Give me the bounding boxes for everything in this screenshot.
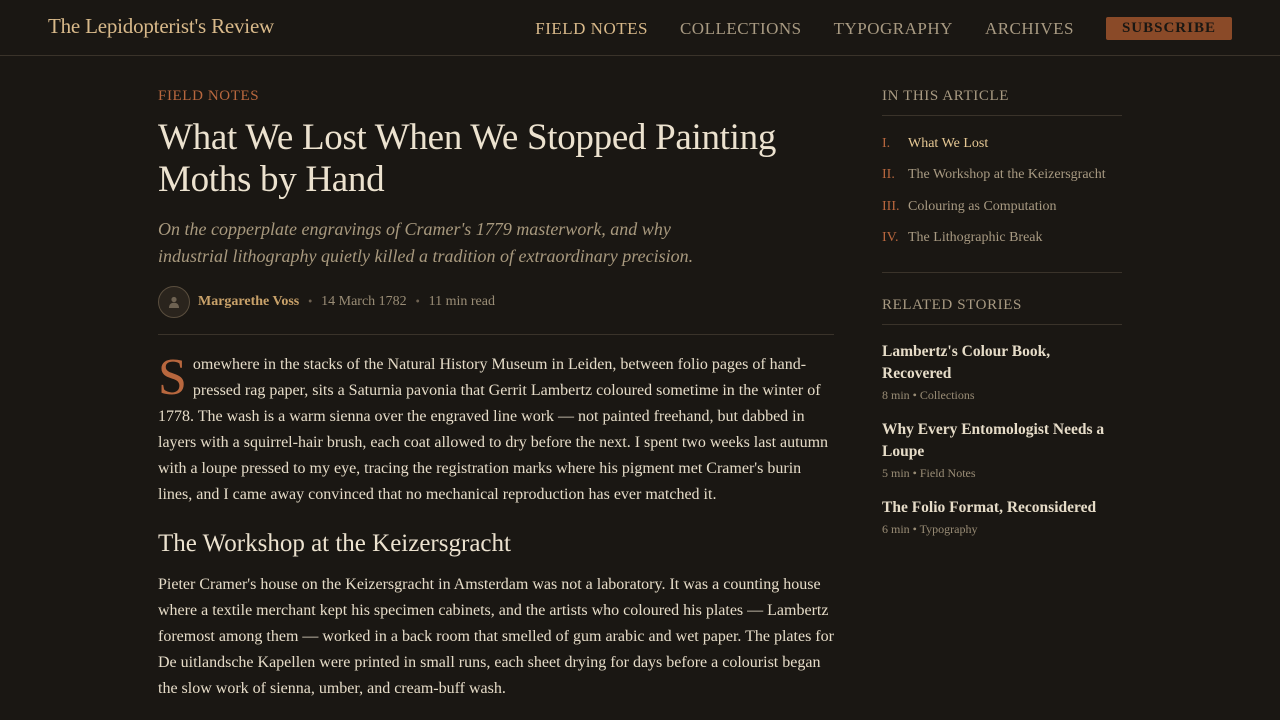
article-dek: On the copperplate engravings of Cramer's 1779 masterwork, and why industrial lithography quietly killed a tradition of extraordinary precision. — [158, 219, 694, 266]
table-of-contents — [882, 128, 1122, 254]
site-logo[interactable]: The Lepidopterist's Review — [48, 14, 275, 38]
toc-label: What We Lost — [908, 135, 989, 151]
toc-number: IV. — [882, 230, 899, 246]
related-story[interactable] — [882, 497, 1122, 537]
author-name[interactable]: Margarethe Voss — [198, 294, 300, 309]
site-header — [0, 0, 1280, 56]
drop-cap: S — [158, 349, 187, 406]
toc-item[interactable] — [882, 128, 1122, 160]
read-time: 11 min read — [428, 294, 495, 309]
main-nav — [535, 17, 1232, 40]
toc-heading: IN THIS ARTICLE — [882, 88, 1122, 116]
article — [158, 88, 834, 697]
toc-label: The Lithographic Break — [908, 230, 1043, 246]
body-paragraph — [158, 349, 834, 508]
toc-number: III. — [882, 198, 900, 214]
byline — [158, 286, 834, 318]
section-heading: The Workshop at the Keizersgracht — [158, 530, 511, 557]
body-paragraph: Pieter Cramer's house on the Keizersgracht in Amsterdam was not a laboratory. It was a counting house where a textile merchant kept his specimen cabinets, and the artists who coloured his plates — Lambertz foremost among them — worked in a back room that smelled of gum arabic and wet paper. The plates for De uitlandsche Kapellen were printed in small runs, each sheet drying for days before a colourist began the slow work of sienna, umber, and cream-buff wash. — [158, 576, 834, 697]
divider — [158, 334, 834, 335]
toc-number: I. — [882, 135, 891, 151]
toc-label: Colouring as Computation — [908, 198, 1057, 214]
related-story[interactable] — [882, 419, 1122, 481]
nav-collections[interactable]: COLLECTIONS — [679, 18, 802, 38]
related-story-title[interactable]: The Folio Format, Reconsidered — [882, 499, 1097, 516]
subscribe-button[interactable]: SUBSCRIBE — [1106, 17, 1232, 40]
sidebar — [882, 88, 1122, 537]
nav-typography[interactable]: TYPOGRAPHY — [833, 18, 953, 38]
related-story-title[interactable]: Lambertz's Colour Book, Recovered — [882, 343, 1051, 382]
divider — [882, 272, 1122, 273]
related-story-meta: 8 min • Collections — [882, 388, 975, 402]
avatar[interactable] — [158, 286, 190, 318]
meta-separator: • — [414, 296, 421, 308]
toc-item[interactable] — [882, 191, 1122, 223]
nav-field-notes[interactable]: FIELD NOTES — [535, 18, 648, 38]
related-story-meta: 6 min • Typography — [882, 522, 978, 536]
toc-number: II. — [882, 167, 895, 183]
paragraph-text: omewhere in the stacks of the Natural History Museum in Leiden, between folio pages of hand-pressed rag paper, sits a Saturnia pavonia that Gerrit Lambertz coloured sometime in the winter of 1778. The wash is a warm sienna over the engraved line work — not painted freehand, but dabbed in layers with a squirrel-hair brush, each coat allowed to dry before the next. I spent two weeks last autumn with a loupe pressed to my eye, tracing the registration marks where his pigment met Cramer's burin lines, and I came away convinced that no mechanical reproduction has ever matched it. — [158, 356, 829, 503]
article-title: What We Lost When We Stopped Painting Moths by Hand — [158, 117, 777, 200]
related-heading: RELATED STORIES — [882, 297, 1122, 325]
related-story-title[interactable]: Why Every Entomologist Needs a Loupe — [882, 421, 1105, 460]
related-story-meta: 5 min • Field Notes — [882, 466, 976, 480]
meta-separator: • — [307, 296, 314, 308]
related-story[interactable] — [882, 341, 1122, 403]
toc-label: The Workshop at the Keizersgracht — [908, 167, 1106, 183]
article-kicker[interactable]: FIELD NOTES — [158, 88, 260, 104]
user-silhouette-icon — [167, 295, 181, 309]
nav-archives[interactable]: ARCHIVES — [984, 18, 1074, 38]
toc-item[interactable] — [882, 223, 1122, 255]
toc-item[interactable] — [882, 160, 1122, 192]
publish-date: 14 March 1782 — [321, 294, 407, 309]
